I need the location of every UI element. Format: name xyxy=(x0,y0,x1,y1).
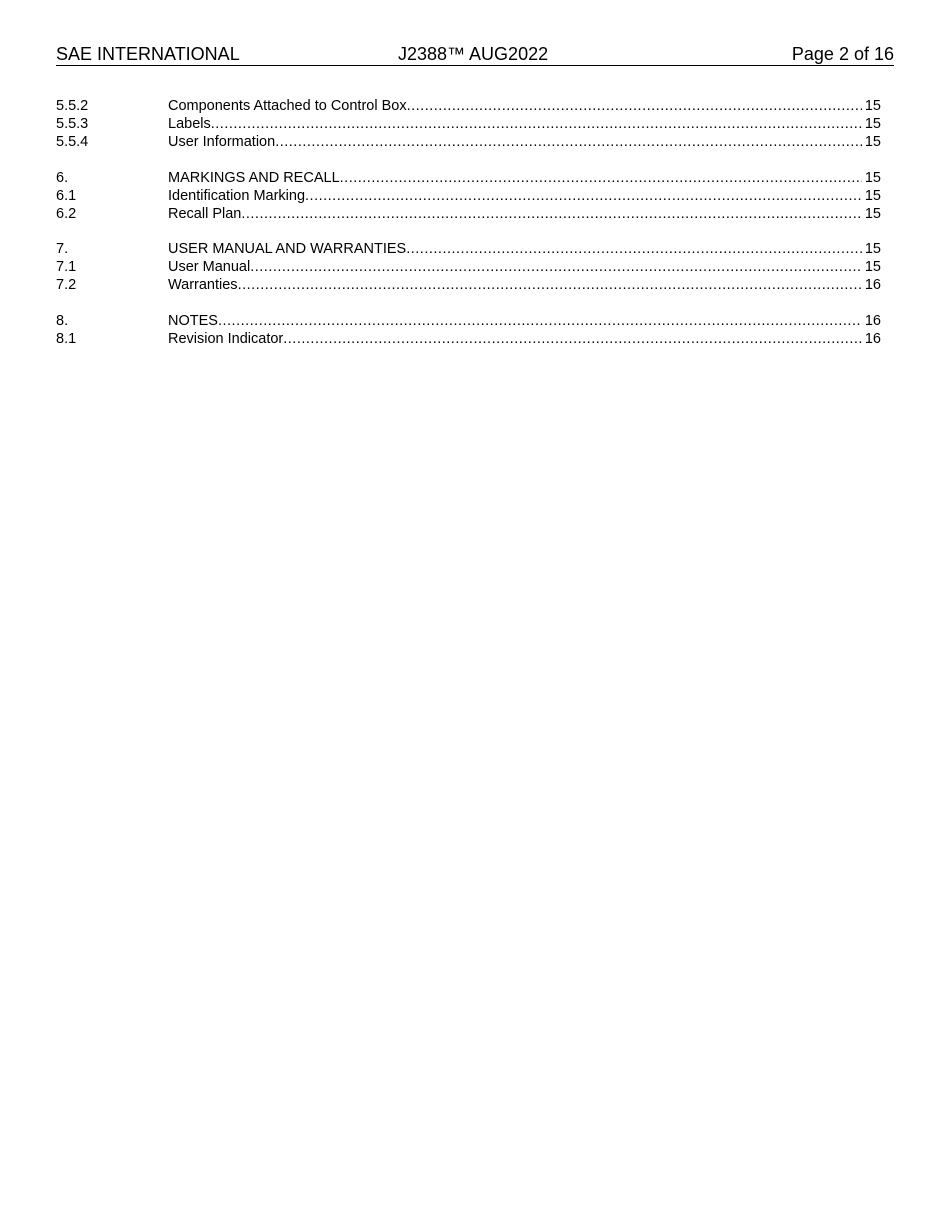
toc-entry-page: 15 xyxy=(862,115,881,133)
header-document-id: J2388™ AUG2022 xyxy=(398,44,549,64)
toc-entry-body xyxy=(168,133,881,151)
toc-entry-number: 7.2 xyxy=(56,277,77,293)
toc-entry-body xyxy=(168,276,881,294)
toc-entry-5-5-2[interactable] xyxy=(56,97,881,115)
toc-entry-6[interactable] xyxy=(56,169,881,187)
toc-dot-leader xyxy=(283,330,862,348)
toc-entry-title: Identification Marking xyxy=(168,187,306,204)
toc-entry-page: 15 xyxy=(862,97,881,115)
toc-entry-title: Components Attached to Control Box xyxy=(168,98,407,114)
toc-entry-title: User Manual xyxy=(168,259,251,275)
toc-entry-body xyxy=(168,97,881,115)
toc-entry-title: USER MANUAL AND WARRANTIES xyxy=(168,241,407,257)
toc-entry-7-1[interactable] xyxy=(56,258,881,276)
toc-entry-8[interactable] xyxy=(56,312,881,330)
toc-entry-number: 8. xyxy=(56,312,69,329)
toc-entry-7-2[interactable] xyxy=(56,276,881,294)
toc-entry-number: 5.5.2 xyxy=(56,98,89,114)
toc-entry-body xyxy=(168,169,881,187)
toc-entry-page: 15 xyxy=(862,133,881,151)
toc-dot-leader xyxy=(238,276,862,294)
toc-entry-title: Labels xyxy=(168,116,211,132)
toc-entry-8-1[interactable] xyxy=(56,330,881,348)
toc-entry-body xyxy=(168,205,881,223)
toc-entry-page: 15 xyxy=(862,169,881,187)
toc-entry-title: NOTES xyxy=(168,312,218,329)
toc-entry-page: 15 xyxy=(862,187,881,205)
table-of-contents xyxy=(56,97,881,348)
toc-entry-page: 15 xyxy=(862,205,881,223)
toc-entry-title: Revision Indicator xyxy=(168,330,284,347)
toc-entry-5-5-4[interactable] xyxy=(56,133,881,151)
toc-entry-body xyxy=(168,115,881,133)
toc-entry-page: 15 xyxy=(862,240,881,258)
toc-entry-number: 5.5.3 xyxy=(56,116,89,132)
toc-entry-page: 15 xyxy=(862,258,881,276)
toc-entry-6-1[interactable] xyxy=(56,187,881,205)
toc-entry-title: Warranties xyxy=(168,277,238,293)
toc-entry-6-2[interactable] xyxy=(56,205,881,223)
toc-dot-leader xyxy=(211,115,862,133)
toc-entry-page: 16 xyxy=(862,312,881,330)
page-header xyxy=(56,43,894,66)
toc-dot-leader xyxy=(275,133,862,151)
toc-dot-leader xyxy=(241,205,862,223)
toc-entry-number: 5.5.4 xyxy=(56,134,89,150)
toc-entry-number: 6.1 xyxy=(56,187,77,204)
toc-dot-leader xyxy=(406,240,862,258)
toc-entry-number: 7.1 xyxy=(56,259,77,275)
toc-entry-number: 8.1 xyxy=(56,330,77,347)
toc-dot-leader xyxy=(218,312,862,330)
toc-entry-body xyxy=(168,312,881,330)
toc-entry-7[interactable] xyxy=(56,240,881,258)
toc-dot-leader xyxy=(340,169,862,187)
toc-entry-body xyxy=(168,187,881,205)
toc-entry-5-5-3[interactable] xyxy=(56,115,881,133)
toc-entry-number: 6.2 xyxy=(56,205,77,222)
toc-entry-page: 16 xyxy=(862,276,881,294)
toc-entry-body xyxy=(168,258,881,276)
toc-dot-leader xyxy=(250,258,862,276)
toc-entry-page: 16 xyxy=(862,330,881,348)
toc-entry-title: User Information xyxy=(168,134,276,150)
header-page-info: Page 2 of 16 xyxy=(791,44,894,64)
toc-entry-number: 7. xyxy=(56,241,69,257)
toc-entry-body xyxy=(168,240,881,258)
toc-entry-title: Recall Plan xyxy=(168,205,242,222)
toc-entry-body xyxy=(168,330,881,348)
toc-dot-leader xyxy=(407,97,862,115)
toc-dot-leader xyxy=(305,187,862,205)
header-organization: SAE INTERNATIONAL xyxy=(56,44,240,64)
toc-entry-number: 6. xyxy=(56,169,69,186)
toc-entry-title: MARKINGS AND RECALL xyxy=(168,169,340,186)
